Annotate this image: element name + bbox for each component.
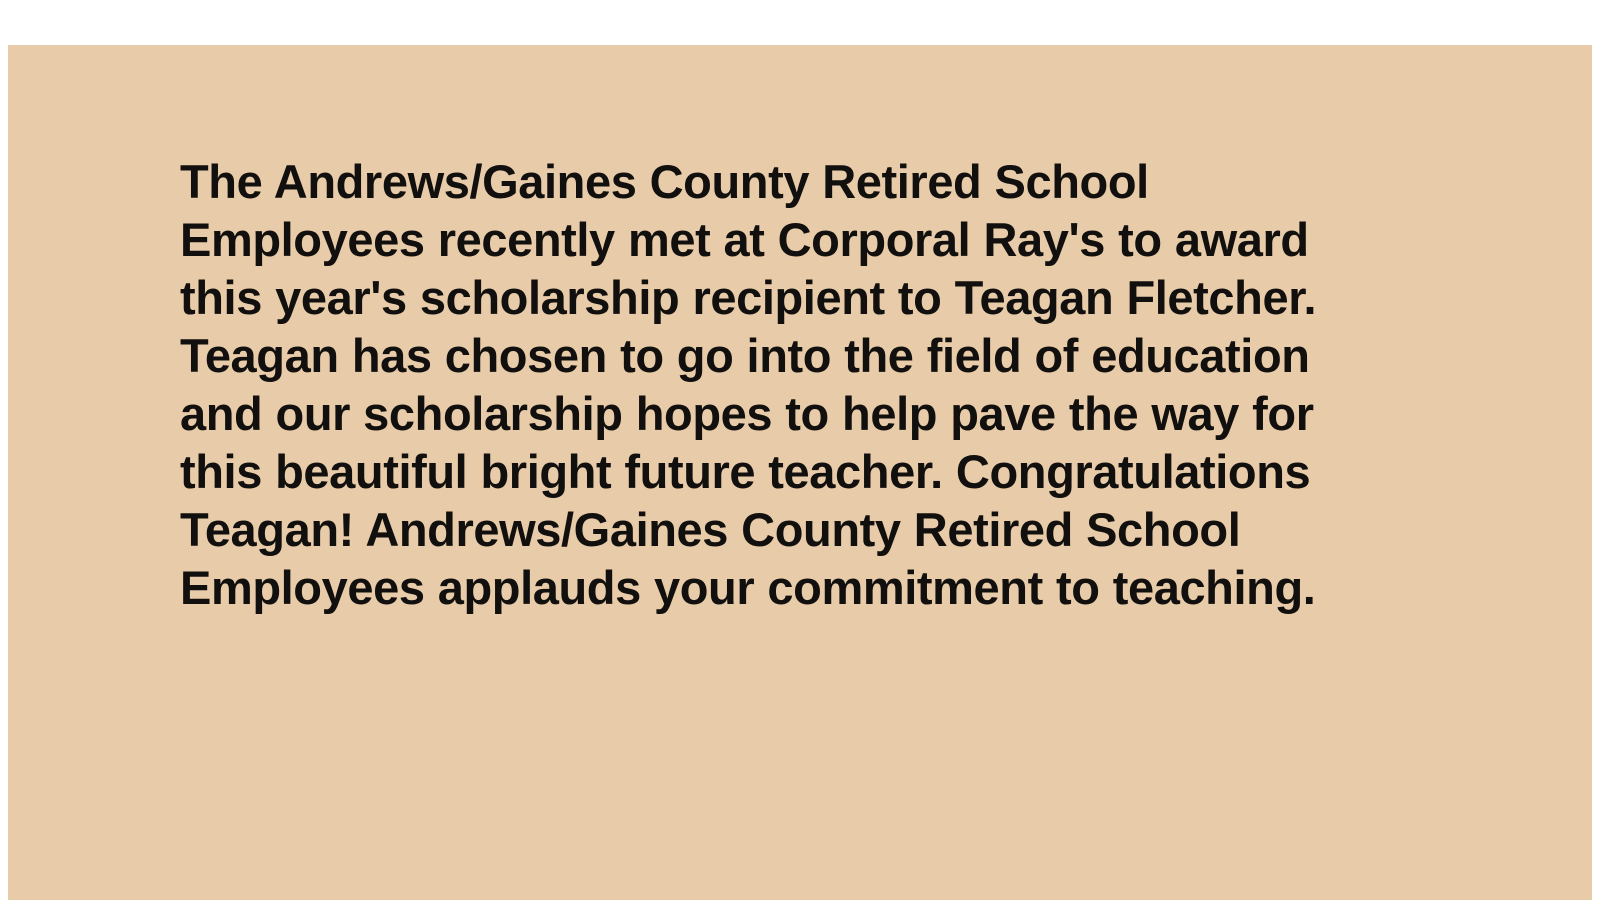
body-paragraph: The Andrews/Gaines County Retired School Employees recently met at Corporal Ray's to award this year's scholarship recipient to Teagan Fletcher. Teagan has chosen to go into the field of education and our scholarship hopes to help pave the way for this beautiful bright future teacher. Congratulations Teagan! Andrews/Gaines County Retired School Employees applauds your commitment to teaching.: [180, 155, 1317, 614]
body-text-block: [180, 153, 1360, 617]
text-card: [8, 45, 1592, 900]
